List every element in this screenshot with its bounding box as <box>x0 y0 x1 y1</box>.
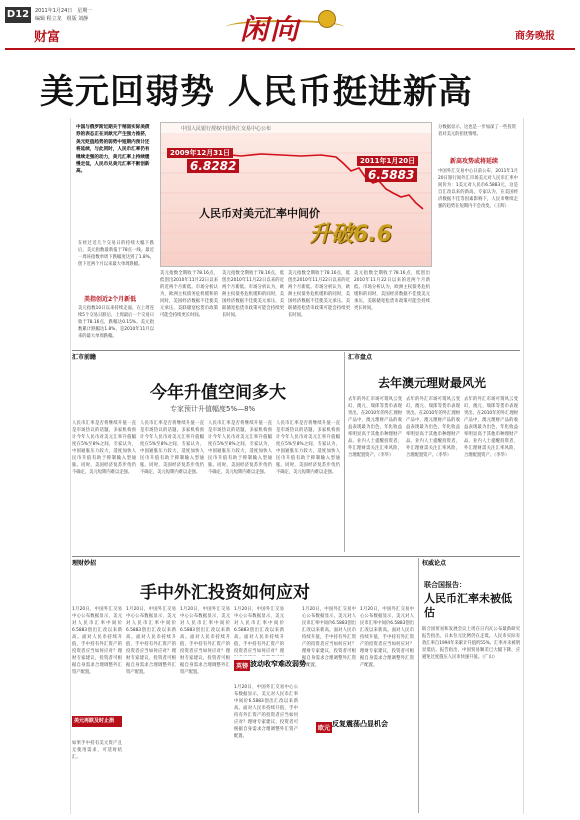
mid-column-1: 美元指数全期收于78.16点，低创出2010年11月22日以来的近两个月新低。市场分析认为，欧洲主权债务危机缓和的同时，美国经济数据不佳使美元承压，美联储宽松货币政策可能会持续更长时间。 <box>160 271 218 318</box>
bottom-tag: 理财妙招 <box>72 560 97 567</box>
coin-icon <box>318 10 336 28</box>
right-bottom-text: 联合国贸易和发展会议上周在日内瓦公布最新研究报告指出，日本位元比例仍在走低。人民币实际有效汇率自1994年来累计升值约55%，汇率并未被明显低估。报告指出，中国贸易顺差已大幅下降，应避免过度施压人民币快速升值。（广山） <box>422 627 520 660</box>
right-mid-tag: 汇市盘点 <box>348 354 373 361</box>
lead-body-1: 在经过近几个交易日的持续大幅下跌后，美元指数最新报于78点一线。最近一周该指数单周下跌幅度达到了1.8%，创下近两个月以来最大单周跌幅。 <box>78 241 154 267</box>
page-number: D12 <box>5 7 31 23</box>
right-bottom-title: 人民币汇率未被低估 <box>424 592 512 619</box>
box1-label: 英镑 <box>234 660 250 671</box>
left-mid-col-1: 人民币汇率是否将继续升值一直是市场热议的话题。多家机构预计今年人民币对美元汇率升值幅度在5%至8%之间，专家认为，中国通胀压力较大，适度加快人民币升值有助于抑制输入型通胀。同时，美国经济复苏步伐仍不确定，美元短期内难以走强。 <box>72 421 136 475</box>
left-value-label: 6.8282 <box>187 159 239 173</box>
main-headline: 美元回弱势 人民币挺进新高 <box>40 72 473 112</box>
right-bottom-tag: 权威论点 <box>422 560 447 567</box>
chart-caption: 人民币对美元汇率中间价 <box>199 207 320 220</box>
lead-subhead: 美指创近2个月新低 <box>84 296 137 303</box>
right-mid-col-2: 去年的外汇市场可谓风云变幻，澳元、瑞郎等货币表现突出。在2010年的外汇理财产品中，澳元理财产品的收益表现最为出色，年化收益率明显高于其他币种理财产品。业内人士提醒投资者，外汇理财需关注汇率风险，合理配置资产。（李华） <box>406 397 460 458</box>
right-top-intro: 分数据显示，这也是一步加深了一些投资者对美元的担忧情绪。 <box>438 125 516 137</box>
right-bottom-label: 联合国报告： <box>424 581 466 589</box>
date-line: 2011年1月24日 星期一 <box>35 8 93 14</box>
bottom-col-1a: 1月20日，中国外汇交易中心公布数据显示，美元对人民币汇率中间价6.5883创出汇改以来新高。面对人民币持续升值，手中持有外汇资产的投资者应当如何应对？理财专家建议，投资者可根据自身需求合理调整外汇资产配置。 <box>72 607 122 675</box>
chart-big-text: 升破6.6 <box>309 222 392 247</box>
left-mid-subtitle: 专家预计升值幅度5%—8% <box>170 405 256 413</box>
bottom-title: 手中外汇投资如何应对 <box>140 583 310 603</box>
side-box-text: 如果手中持有美元资产且无使用需求，可适时结汇。 <box>72 741 122 760</box>
left-date-label: 2009年12月31日 <box>167 148 233 158</box>
right-value-label: 6.5883 <box>365 168 417 182</box>
vertical-divider-2 <box>418 558 419 813</box>
right-top-body: 中国外汇交易中心日前公布，2011年1月20日银行间外汇市场美元对人民币汇率中间价为：1美元对人民币6.5883元，这是自汇改以来的新高。专家认为，在美国经济数据不佳等因素影响下，人民币继续走强的趋势在短期内不会改变。（王辉） <box>438 169 518 209</box>
vertical-divider-1 <box>344 352 345 552</box>
bottom-col-2: 1月20日，中国外汇交易中心公布数据显示，美元对人民币汇率中间价6.5883创出汇改以来新高。面对人民币持续升值，手中持有外汇资产的投资者应当如何应对？理财专家建议，投资者可根据自身需求合理调整外汇资产配置。 <box>126 607 176 675</box>
right-mid-title: 去年澳元理财最风光 <box>378 376 487 390</box>
mid-column-3: 美元指数全期收于78.16点，低创出2010年11月22日以来的近两个月新低。市场分析认为，欧洲主权债务危机缓和的同时，美国经济数据不佳使美元承压，美联储宽松货币政策可能会持续更长时间。 <box>288 271 350 318</box>
lead-body-2: 美元指数10日以来持续走弱，在上周连续5个交易日跌后，上周最后一个交易日收于78.16点，跌幅达0.15%。美元指数累计跌幅达1.8%，是2010年11月以来的最大单周跌幅。 <box>78 306 154 339</box>
rate-chart <box>160 122 432 267</box>
bottom-col-6: 1月20日，中国外汇交易中心公布数据显示，美元对人民币汇率中间价6.5883创出汇改以来新高。面对人民币持续升值，手中持有外汇资产的投资者应当如何应对？理财专家建议，投资者可根据自身需求合理调整外汇资产配置。 <box>360 607 414 668</box>
brand-name: 商务晚报 <box>515 31 555 42</box>
bottom-col-3: 1月20日，中国外汇交易中心公布数据显示，美元对人民币汇率中间价6.5883创出汇改以来新高。面对人民币持续升值，手中持有外汇资产的投资者应当如何应对？理财专家建议，投资者可根据自身需求合理调整外汇资产配置。 <box>180 607 230 675</box>
left-mid-title: 今年升值空间多大 <box>150 383 286 403</box>
column-logo <box>226 6 346 44</box>
right-mid-col-3: 去年的外汇市场可谓风云变幻，澳元、瑞郎等货币表现突出。在2010年的外汇理财产品中，澳元理财产品的收益表现最为出色，年化收益率明显高于其他币种理财产品。业内人士提醒投资者，外汇理财需关注汇率风险，合理配置资产。（李华） <box>464 397 518 458</box>
left-mid-col-2: 人民币汇率是否将继续升值一直是市场热议的话题。多家机构预计今年人民币对美元汇率升值幅度在5%至8%之间，专家认为，中国通胀压力较大，适度加快人民币升值有助于抑制输入型通胀。同时，美国经济复苏步伐仍不确定，美元短期内难以走强。 <box>140 421 204 475</box>
mid-column-4: 美元指数全期收于78.16点，低创出2010年11月22日以来的近两个月新低。市场分析认为，欧洲主权债务危机缓和的同时，美国经济数据不佳使美元承压，美联储宽松货币政策可能会持续更长时间。 <box>354 271 430 311</box>
mid-column-2: 美元指数全期收于78.16点，低创出2010年11月22日以来的近两个月新低。市场分析认为，欧洲主权债务危机缓和的同时，美国经济数据不佳使美元承压，美联储宽松货币政策可能会持续更长时间。 <box>222 271 284 318</box>
box1-title: 波动收窄难改弱势 <box>250 660 306 668</box>
section-name: 财富 <box>34 30 61 45</box>
logo-text: 闲向 <box>240 13 301 46</box>
right-top-subhead: 新高攻势或将延续 <box>450 158 499 165</box>
bottom-col-4: 1月20日，中国外汇交易中心公布数据显示，美元对人民币汇率中间价6.5883创出汇改以来新高。面对人民币持续升值，手中持有外汇资产的投资者应当如何应对？理 <box>234 607 284 654</box>
side-box-title: 美元再跌及时止损 <box>74 718 115 724</box>
page-header <box>0 0 580 60</box>
header-rule <box>5 48 575 50</box>
bottom-col-5: 1月20日，中国外汇交易中心公布数据显示，美元对人民币汇率中间价6.5883创出汇改以来新高。面对人民币持续升值，手中持有外汇资产的投资者应当如何应对？理财专家建议，投资者可根据自身需求合理调整外汇资产配置。 <box>302 607 356 668</box>
side-box <box>72 716 122 727</box>
lead-summary: 中国与俄罗斯近期关于稍弱实际美债券的表态正在刘歆元产生强力推挤，美元贬值趋势的弱势中短期内预计还将延续，与此同时，人民币汇率仍有继续走强的动力，美元汇率上持续缓慢走低，人民币兑美元汇率不断创新高。 <box>76 125 150 175</box>
left-mid-tag: 汇市前瞻 <box>72 354 97 361</box>
left-mid-col-4: 人民币汇率是否将继续升值一直是市场热议的话题。多家机构预计今年人民币对美元汇率升值幅度在5%至8%之间，专家认为，中国通胀压力较大，适度加快人民币升值有助于抑制输入型通胀。同时，美国经济复苏步伐仍不确定，美元短期内难以走强。 <box>276 421 340 475</box>
divider-2 <box>72 556 520 557</box>
right-date-label: 2011年1月20日 <box>357 156 418 166</box>
divider-1 <box>72 350 520 351</box>
box2-label: 欧元 <box>316 722 332 733</box>
left-mid-col-3: 人民币汇率是否将继续升值一直是市场热议的话题。多家机构预计今年人民币对美元汇率升值幅度在5%至8%之间，专家认为，中国通胀压力较大，适度加快人民币升值有助于抑制输入型通胀。同时，美国经济复苏步伐仍不确定，美元短期内难以走强。 <box>208 421 272 475</box>
chart-title: 中国人民银行授权中国外汇交易中心公布 <box>181 126 272 132</box>
box2-title: 反复震荡凸显机会 <box>332 720 388 728</box>
editor-line: 编辑 程立龙 组版 刘静 <box>35 16 89 22</box>
right-mid-col-1: 去年的外汇市场可谓风云变幻，澳元、瑞郎等货币表现突出。在2010年的外汇理财产品中，澳元理财产品的收益表现最为出色，年化收益率明显高于其他币种理财产品。业内人士提醒投资者，外汇理财需关注汇率风险，合理配置资产。（李华） <box>348 397 402 458</box>
bottom-col-4b: 1月20日，中国外汇交易中心公布数据显示，美元对人民币汇率中间价6.5883创出汇改以来新高。面对人民币持续升值，手中持有外汇资产的投资者应当如何应对？理财专家建议，投资者可根据自身需求合理调整外汇资产配置。 <box>234 685 298 739</box>
